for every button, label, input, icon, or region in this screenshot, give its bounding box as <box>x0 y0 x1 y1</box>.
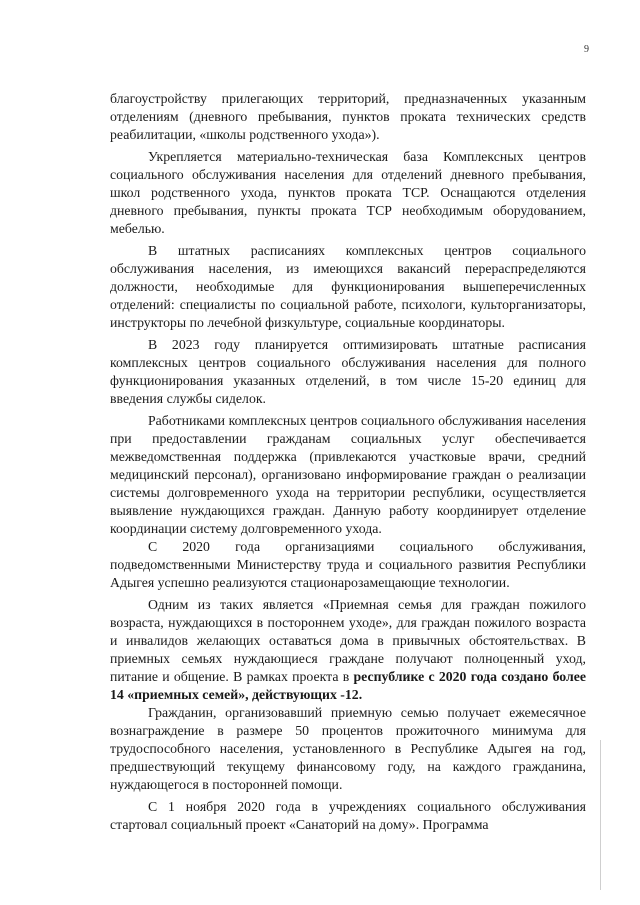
paragraph: Укрепляется материально-техническая база Комплексных центров социального обслуживания населения для отделений дневного пребывания, школ родственного ухода, пунктов проката ТСР. Оснащаются отделения дневного пребывания, пункты проката ТСР необходимым оборудованием, мебелью. <box>110 149 586 236</box>
paragraph-text: Одним из таких является «Приемная семья для граждан пожилого возраста, нуждающихся в постороннем уходе», для граждан пожилого возраста и инвалидов желающих оставаться дома в привычных обстоятельствах. В приемных семьях нуждающиеся граждане получают полноценный уход, питание и общение. В рамках проекта в <box>110 597 586 684</box>
paragraph: благоустройству прилегающих территорий, предназначенных указанным отделениям (дневного пребывания, пунктов проката технических средств реабилитации, «школы родственного ухода»). <box>110 91 586 142</box>
page-number: 9 <box>584 44 589 55</box>
scan-margin-line <box>600 740 601 890</box>
paragraph: С 2020 года организациями социального обслуживания, подведомственными Министерству труда и социального развития Республики Адыгея успешно реализуются стационарозамещающие технологии. <box>110 539 586 590</box>
paragraph: Работниками комплексных центров социального обслуживания населения при предоставлении гражданам социальных услуг обеспечивается межведомственная поддержка (привлекаются участковые врачи, средний медицинский персонал), организовано информирование граждан о реализации системы долговременного ухода на территории республики, осуществляется выявление нуждающихся граждан. Данную работу координирует отделение координации систему долговременного ухода. <box>110 413 586 536</box>
paragraph: Гражданин, организовавший приемную семью получает ежемесячное вознаграждение в размере 50 процентов прожиточного минимума для трудоспособного населения, установленного в Республике Адыгея на год, предшествующий текущему финансовому году, на каждого гражданина, нуждающегося в посторонней помощи. <box>110 705 586 792</box>
paragraph: В 2023 году планируется оптимизировать штатные расписания комплексных центров социального обслуживания населения для полного функционирования указанных отделений, в том числе 15-20 единиц для введения службы сиделок. <box>110 337 586 406</box>
paragraph: В штатных расписаниях комплексных центров социального обслуживания населения, из имеющихся вакансий перераспределяются должности, необходимые для функционирования вышеперечисленных отделений: специалисты по социальной работе, психологи, культорганизаторы, инструкторы по лечебной физкультуре, социальные координаторы. <box>110 243 586 330</box>
paragraph <box>110 596 586 704</box>
document-body <box>110 90 586 838</box>
paragraph-bold-text: республике с 2020 года создано более 14 «приемных семей», действующих -12. <box>110 669 586 702</box>
paragraph: С 1 ноября 2020 года в учреждениях социального обслуживания стартовал социальный проект «Санаторий на дому». Программа <box>110 799 586 832</box>
